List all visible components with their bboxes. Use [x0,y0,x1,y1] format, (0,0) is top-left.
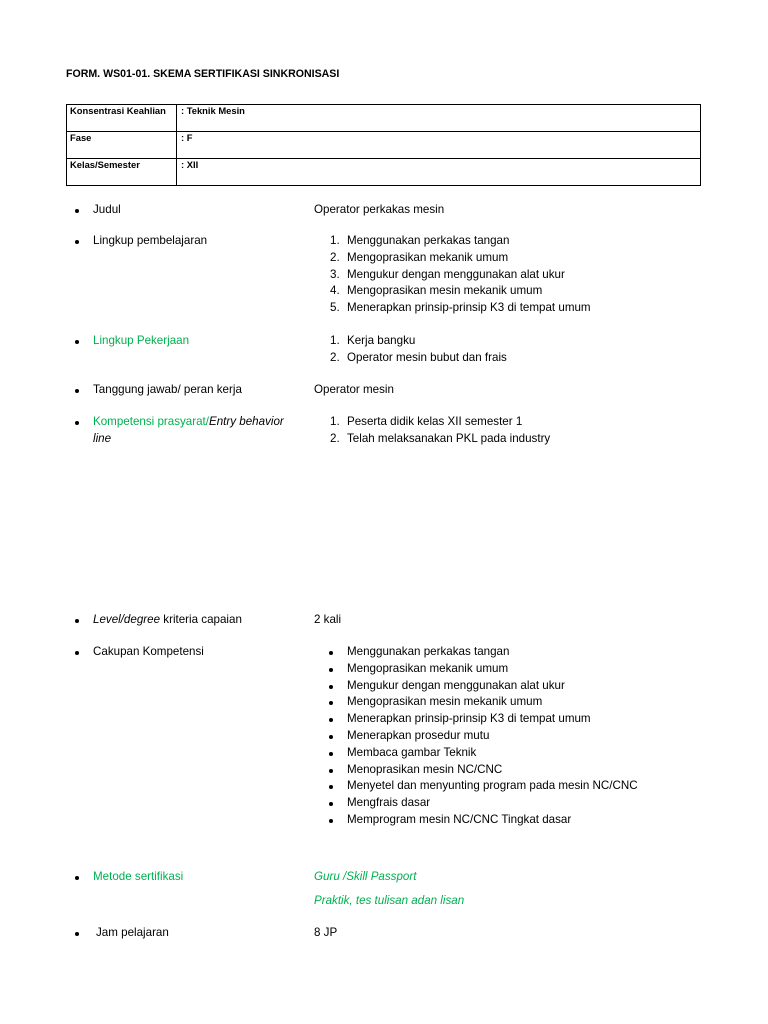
list-number [330,283,340,300]
item-value [314,333,734,367]
list-item [347,250,734,267]
bullet-icon [75,876,79,880]
bullet-icon [329,668,333,672]
item-value [314,233,734,317]
list-item [347,678,734,695]
list-item [347,728,734,745]
info-table [66,104,701,186]
list-item [347,350,734,367]
info-row-konsentrasi-keahlian [67,105,701,132]
item-label [93,612,293,629]
list-number [330,350,340,367]
list-item-text: Memprogram mesin NC/CNC Tingkat dasar [347,812,572,826]
list-item [347,300,734,317]
bullet-icon [329,769,333,773]
list-item-text: Mengoprasikan mekanik umum [347,250,509,264]
list-item-text: Mengoprasikan mesin mekanik umum [347,284,543,298]
list-item-text: Mengoprasikan mesin mekanik umum [347,695,543,709]
list-item [347,661,734,678]
value-line: Guru /Skill Passport [314,870,417,883]
item-label: Metode sertifikasi [93,870,184,883]
list-item-text: Menyetel dan menyunting program pada mesin NC/CNC [347,779,638,793]
list-item [347,431,734,448]
bullet-icon [75,651,79,655]
item-value: Operator perkakas mesin [314,203,445,216]
bullet-icon [75,209,79,213]
form-title: FORM. WS01-01. SKEMA SERTIFIKASI SINKRONISASI [66,68,340,80]
list-item-text: Operator mesin bubut dan frais [347,350,507,364]
list-item [347,267,734,284]
list-number [330,300,340,317]
item-label-italic: Entry behavior line [93,415,284,445]
item-label: Cakupan Kompetensi [93,645,204,658]
list-number [330,267,340,284]
list-item-text: Membaca gambar Teknik [347,745,477,759]
item-label: Tanggung jawab/ peran kerja [93,383,242,396]
list-item-text: Menoprasikan mesin NC/CNC [347,762,503,776]
item-label: Jam pelajaran [96,926,169,939]
bullet-icon [329,685,333,689]
list-item [347,414,734,431]
list-number [330,250,340,267]
list-item-text: Kerja bangku [347,334,416,347]
numbered-list [314,414,734,448]
info-value: : XII [177,159,701,186]
list-item [347,762,734,779]
value-line: Praktik, tes tulisan adan lisan [314,893,465,907]
bullet-icon [75,240,79,244]
item-label-main: Kompetensi prasyarat/ [93,415,209,428]
item-value: Operator mesin [314,383,394,396]
list-item [347,644,734,661]
list-number [330,431,340,448]
list-item [347,812,734,829]
bullet-list [314,644,734,829]
item-value [314,869,734,910]
list-number [330,414,340,431]
bullet-icon [75,619,79,623]
bullet-icon [329,718,333,722]
list-item-text: Mengukur dengan menggunakan alat ukur [347,267,565,281]
info-label: Konsentrasi Keahlian [67,105,177,132]
item-label-main: kriteria capaian [163,613,242,626]
list-item-text: Menerapkan prinsip-prinsip K3 di tempat umum [347,301,591,315]
item-label-italic: Level/degree [93,613,161,626]
bullet-icon [75,389,79,393]
info-row-kelas-semester [67,159,701,186]
info-label: Kelas/Semester [67,159,177,186]
bullet-icon [329,735,333,739]
numbered-list [314,233,734,317]
list-item [347,233,734,250]
list-item [347,711,734,728]
list-item [347,333,734,350]
list-item-text: Mengukur dengan menggunakan alat ukur [347,678,565,692]
bullet-icon [75,340,79,344]
bullet-icon [75,932,79,936]
list-item-text: Menerapkan prosedur mutu [347,728,490,742]
bullet-icon [329,651,333,655]
list-item-text: Mengfrais dasar [347,796,431,810]
numbered-list [314,333,734,367]
list-item-text: Telah melaksanakan PKL pada industry [347,431,551,445]
list-item [347,778,734,795]
list-item [347,283,734,300]
bullet-icon [329,701,333,705]
list-item-text: Peserta didik kelas XII semester 1 [347,415,523,428]
list-item-text: Menggunakan perkakas tangan [347,645,510,658]
list-item-text: Mengoprasikan mekanik umum [347,661,509,675]
bullet-icon [329,819,333,823]
list-item [347,745,734,762]
info-value: : Teknik Mesin [177,105,701,132]
list-item-text: Menerapkan prinsip-prinsip K3 di tempat umum [347,712,591,726]
item-label: Lingkup Pekerjaan [93,334,190,347]
bullet-icon [75,421,79,425]
info-value: : F [177,132,701,159]
list-number [330,233,340,250]
item-label: Judul [93,203,121,216]
item-value [314,644,734,829]
item-label [93,414,293,448]
list-item-text: Menggunakan perkakas tangan [347,234,510,247]
info-label: Fase [67,132,177,159]
list-item [347,795,734,812]
item-value: 8 JP [314,926,338,939]
bullet-icon [329,785,333,789]
item-label: Lingkup pembelajaran [93,234,208,247]
list-number [330,333,340,350]
item-value [314,414,734,448]
bullet-icon [329,752,333,756]
bullet-icon [329,802,333,806]
list-item [347,694,734,711]
info-row-fase [67,132,701,159]
item-value: 2 kali [314,613,342,626]
